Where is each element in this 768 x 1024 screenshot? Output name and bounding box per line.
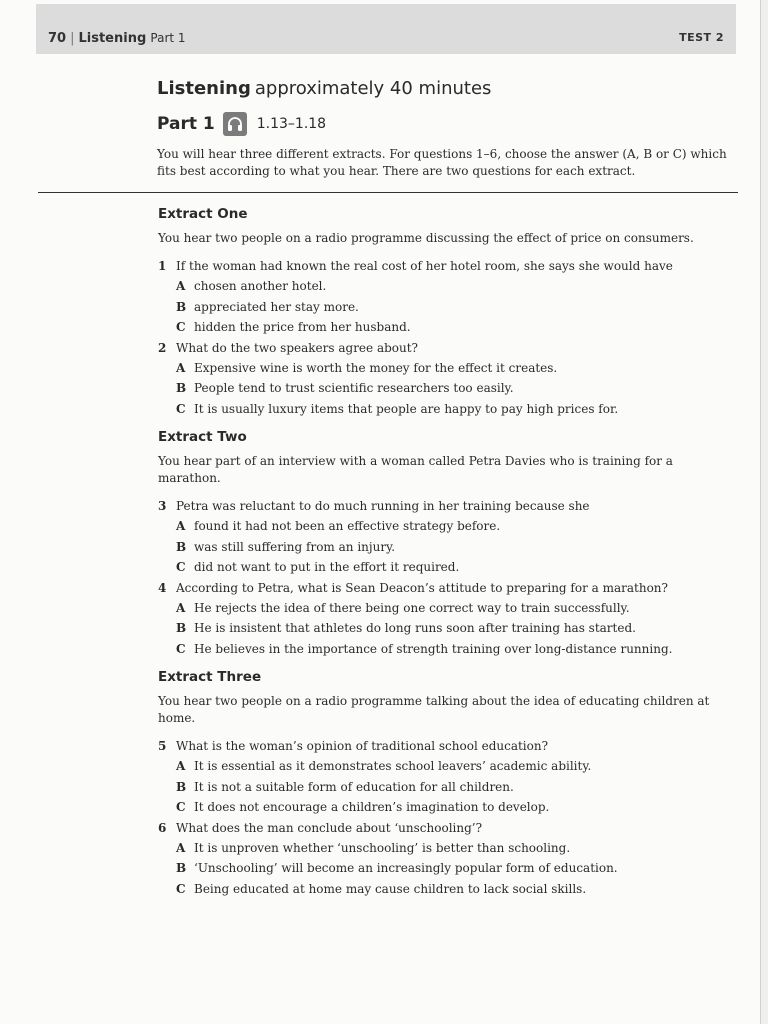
option-text: He is insistent that athletes do long runs soon after training has started.	[194, 621, 636, 635]
question-number: 6	[158, 820, 167, 835]
option-letter: A	[176, 600, 186, 615]
option-letter: C	[176, 401, 186, 416]
option-text: found it had not been an effective strategy before.	[194, 519, 501, 533]
question-text: According to Petra, what is Sean Deacon’s attitude to preparing for a marathon?	[176, 580, 668, 595]
option-letter: B	[176, 621, 187, 635]
question-text: If the woman had known the real cost of her hotel room, she says she would have	[176, 259, 673, 273]
option-text: It is essential as it demonstrates school leavers’ academic ability.	[194, 759, 592, 773]
option-text: appreciated her stay more.	[194, 299, 359, 314]
question-number: 5	[158, 739, 167, 753]
divider	[38, 192, 738, 193]
question-number: 4	[158, 580, 167, 595]
option-text: It is unproven whether ‘unschooling’ is better than schooling.	[194, 840, 571, 855]
header-separator: |	[70, 31, 75, 46]
part-heading	[157, 112, 326, 136]
answer-option	[176, 317, 738, 338]
option-letter: A	[176, 840, 186, 855]
option-letter: B	[176, 381, 187, 395]
answer-option	[176, 598, 738, 619]
running-header	[36, 4, 736, 54]
extract-section	[158, 206, 738, 419]
extracts-container	[158, 206, 738, 909]
option-text: hidden the price from her husband.	[194, 320, 411, 334]
question-text: What does the man conclude about ‘unschooling’?	[176, 820, 483, 835]
track-numbers: 1.13–1.18	[256, 116, 327, 132]
option-letter: B	[176, 539, 187, 554]
question	[158, 338, 738, 358]
question-number: 2	[158, 340, 167, 355]
question	[158, 818, 738, 838]
question-text: What do the two speakers agree about?	[176, 340, 418, 355]
answer-option	[176, 879, 738, 900]
answer-option	[176, 618, 738, 639]
page-title	[157, 78, 491, 99]
headphones-icon	[223, 112, 247, 136]
option-letter: A	[176, 759, 186, 773]
title-main: Listening	[157, 78, 251, 99]
option-text: People tend to trust scientific researchers too easily.	[194, 381, 514, 395]
option-letter: A	[176, 279, 186, 293]
header-test-label: TEST 2	[679, 31, 724, 44]
option-letter: B	[176, 861, 187, 875]
option-text: Being educated at home may cause children to lack social skills.	[194, 881, 587, 896]
answer-option	[176, 756, 738, 777]
answer-option	[176, 858, 738, 879]
header-part: Part 1	[150, 31, 186, 45]
answer-option	[176, 358, 738, 379]
answer-option	[176, 378, 738, 399]
option-letter: C	[176, 881, 186, 896]
answer-option	[176, 516, 738, 537]
option-text: It is not a suitable form of education for all children.	[194, 779, 514, 794]
option-text: He rejects the idea of there being one correct way to train successfully.	[194, 600, 630, 615]
option-letter: C	[176, 641, 186, 656]
answer-option	[176, 557, 738, 578]
extract-section	[158, 429, 738, 659]
option-letter: C	[176, 800, 186, 814]
option-text: It does not encourage a children’s imagination to develop.	[194, 800, 550, 814]
option-letter: C	[176, 560, 186, 574]
option-text: It is usually luxury items that people are happy to pay high prices for.	[194, 401, 619, 416]
option-text: did not want to put in the effort it required.	[194, 560, 460, 574]
option-letter: A	[176, 519, 186, 533]
extract-title: Extract Two	[158, 429, 247, 445]
option-letter: C	[176, 320, 186, 334]
question	[158, 496, 738, 516]
extract-intro: You hear two people on a radio programme talking about the idea of educating children at home.	[158, 694, 710, 725]
question-text: What is the woman’s opinion of traditional school education?	[176, 739, 549, 753]
answer-option	[176, 838, 738, 859]
extract-title: Extract One	[158, 206, 248, 222]
option-text: ‘Unschooling’ will become an increasingly popular form of education.	[194, 861, 618, 875]
answer-option	[176, 777, 738, 798]
question-number: 1	[158, 259, 167, 273]
question	[158, 256, 738, 276]
extract-intro: You hear part of an interview with a woman called Petra Davies who is training for a marathon.	[158, 454, 673, 485]
question-text: Petra was reluctant to do much running in her training because she	[176, 499, 590, 513]
answer-option	[176, 276, 738, 297]
part-label: Part 1	[157, 114, 215, 134]
question	[158, 736, 738, 756]
page-number: 70	[48, 31, 67, 46]
answer-option	[176, 297, 738, 318]
header-section: Listening	[78, 31, 147, 46]
extract-section	[158, 669, 738, 899]
question-number: 3	[158, 499, 167, 513]
instructions: You will hear three different extracts. For questions 1–6, choose the answer (A, B or C) which fits best according to what you hear. There are two questions for each extract.	[157, 147, 727, 178]
header-left	[48, 31, 186, 46]
option-letter: B	[176, 779, 187, 794]
title-duration: approximately 40 minutes	[254, 78, 492, 99]
answer-option	[176, 639, 738, 660]
option-text: chosen another hotel.	[194, 279, 327, 293]
option-text: was still suffering from an injury.	[194, 539, 396, 554]
answer-option	[176, 537, 738, 558]
option-text: He believes in the importance of strength training over long-distance running.	[194, 641, 673, 656]
question	[158, 578, 738, 598]
answer-option	[176, 797, 738, 818]
extract-intro: You hear two people on a radio programme discussing the effect of price on consumers.	[158, 231, 694, 245]
answer-option	[176, 399, 738, 420]
option-letter: B	[176, 299, 187, 314]
option-letter: A	[176, 360, 186, 375]
extract-title: Extract Three	[158, 669, 262, 685]
option-text: Expensive wine is worth the money for the effect it creates.	[194, 360, 558, 375]
